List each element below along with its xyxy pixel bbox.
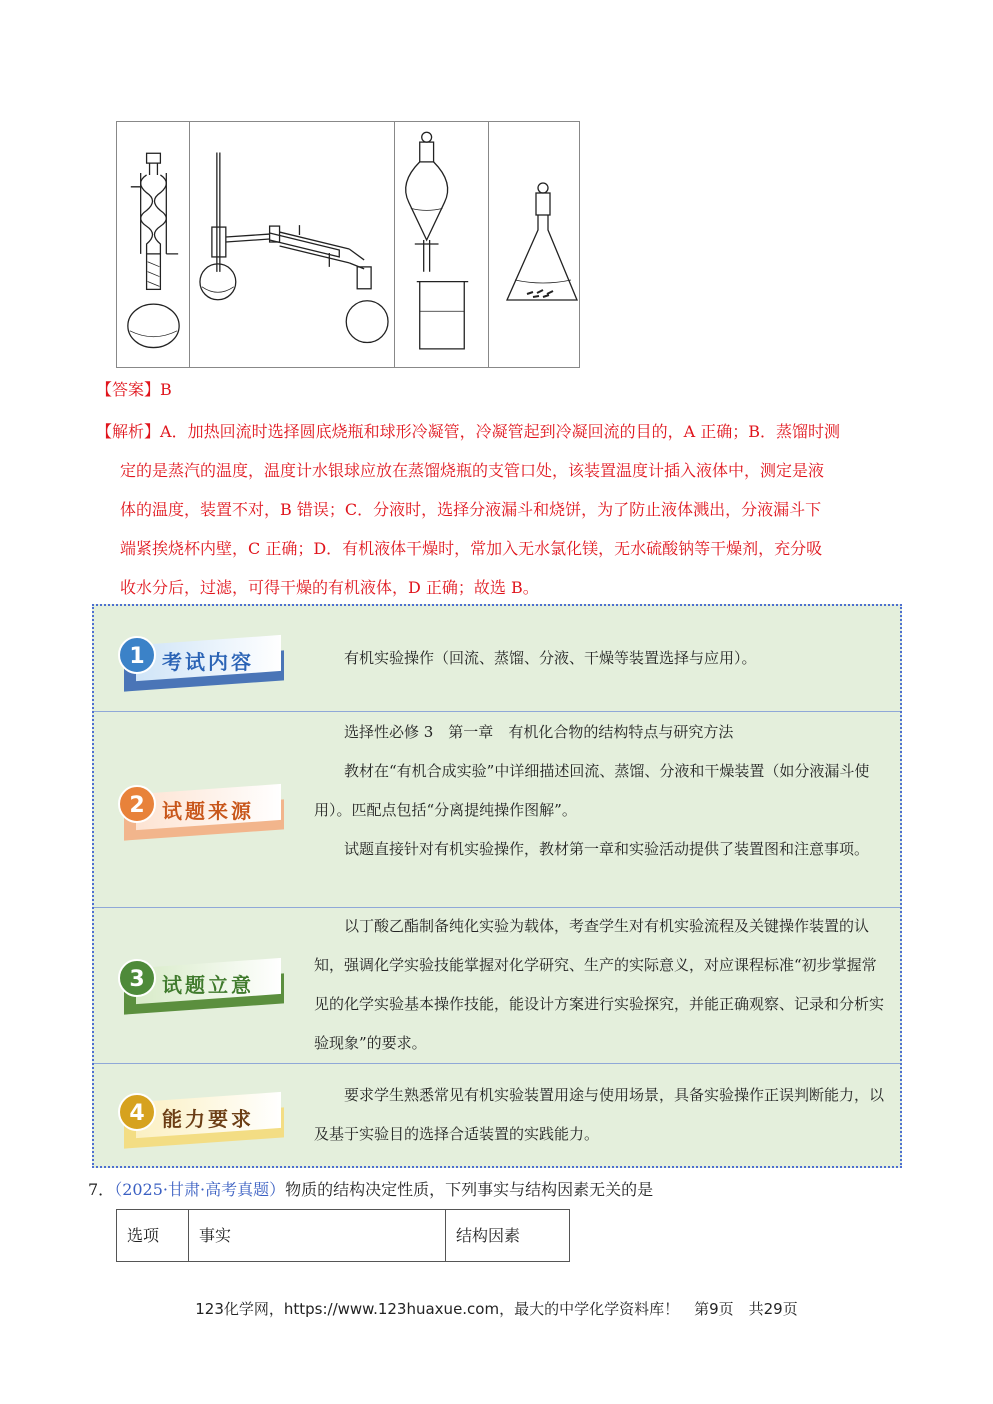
info-paragraph: 要求学生熟悉常见有机实验装置用途与使用场景，具备实验操作正误判断能力，以及基于实验目的选择合适装置的实践能力。 [314, 1086, 885, 1143]
answer-line [96, 378, 172, 402]
info-paragraph: 有机实验操作（回流、蒸馏、分液、干燥等装置选择与应用）。 [344, 649, 757, 667]
table-header-structural-factor: 结构因素 [456, 1226, 521, 1245]
exam-info-box [92, 604, 902, 1168]
badge-label: 试题来源 [162, 799, 254, 823]
question-table [116, 1209, 570, 1262]
erlenmeyer-flask-image [489, 122, 581, 367]
info-row-exam-content [94, 606, 900, 712]
reflux-apparatus-image [117, 122, 190, 367]
badge-number: 1 [118, 636, 156, 674]
info-row-text [314, 907, 890, 1063]
info-row-ability-requirements [94, 1063, 900, 1166]
separatory-funnel-apparatus-image [395, 122, 489, 367]
info-row-text [314, 713, 890, 869]
info-paragraph: 以丁酸乙酯制备纯化实验为载体，考查学生对有机实验流程及关键操作装置的认知，强调化学实验技能掌握对化学研究、生产的实际意义，对应课程标准“初步掌握常见的化学实验基本操作技能，能设计方案进行实验探究，并能正确观察、记录和分析实验现象”的要求。 [314, 917, 885, 1052]
page-footer: 123化学网，https://www.123huaxue.com，最大的中学化学资料库！ 第9页 共29页 [195, 1300, 798, 1318]
answer-value: B [160, 380, 172, 399]
badge-label: 考试内容 [162, 650, 254, 674]
info-paragraph: 试题直接针对有机实验操作，教材第一章和实验活动提供了装置图和注意事项。 [344, 840, 870, 858]
question-number: 7． [88, 1180, 115, 1199]
info-paragraph: 选择性必修 3 第一章 有机化合物的结构特点与研究方法 [344, 723, 734, 741]
badge-label: 试题立意 [162, 973, 254, 997]
info-row-question-source [94, 711, 900, 908]
analysis-label: 【解析】 [96, 422, 161, 441]
analysis-line-4: 端紧挨烧杯内壁，C 正确；D．有机液体干燥时，常加入无水氯化镁，无水硫酸钠等干燥剂，充分吸 [120, 539, 823, 558]
table-header-fact: 事实 [189, 1210, 446, 1261]
info-paragraph: 教材在“有机合成实验”中详细描述回流、蒸馏、分液和干燥装置（如分液漏斗使用）。匹配点包括“分离提纯操作图解”。 [314, 762, 870, 819]
badge-number: 2 [118, 785, 156, 823]
analysis-line-5: 收水分后，过滤，可得干燥的有机液体，D 正确；故选 B。 [120, 578, 539, 597]
analysis-line-3: 体的温度，装置不对，B 错误；C．分液时，选择分液漏斗和烧饼，为了防止液体溅出，分液漏斗下 [120, 500, 822, 519]
answer-label: 【答案】 [96, 380, 161, 399]
question-source: （2025·甘肃·高考真题） [114, 1180, 286, 1199]
analysis-block [96, 412, 904, 607]
apparatus-figure-table [116, 121, 580, 368]
badge-number: 4 [118, 1093, 156, 1131]
badge-question-intent [114, 955, 284, 1011]
badge-number: 3 [118, 959, 156, 997]
badge-label: 能力要求 [162, 1107, 254, 1131]
question-text: 物质的结构决定性质，下列事实与结构因素无关的是 [285, 1180, 654, 1199]
table-header-option: 选项 [117, 1210, 189, 1261]
badge-ability-requirements [114, 1089, 284, 1145]
question-7 [88, 1178, 653, 1202]
badge-exam-content [114, 632, 284, 688]
distillation-apparatus-image [190, 122, 395, 367]
analysis-line-2: 定的是蒸汽的温度，温度计水银球应放在蒸馏烧瓶的支管口处，该装置温度计插入液体中，测定是液 [120, 461, 825, 480]
badge-question-source [114, 781, 284, 837]
info-row-text [314, 639, 890, 678]
info-row-text [314, 1076, 890, 1154]
analysis-line-1: A．加热回流时选择圆底烧瓶和球形冷凝管，冷凝管起到冷凝回流的目的，A 正确；B．蒸馏时测 [160, 422, 840, 441]
info-row-question-intent [94, 907, 900, 1064]
